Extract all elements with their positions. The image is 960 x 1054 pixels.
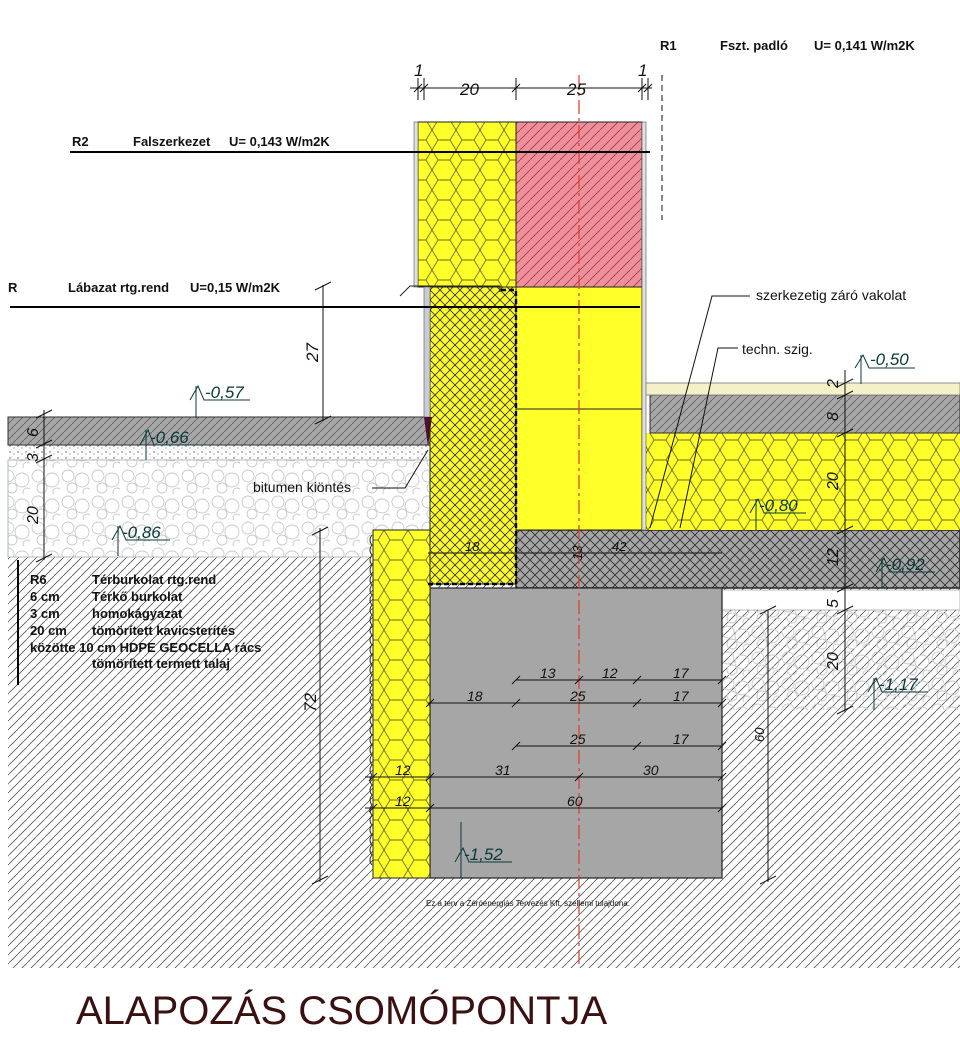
level-152: -1,52 [464,845,503,864]
callout-render: szerkezetig záró vakolat [756,287,907,303]
dim-top-20: 20 [460,80,479,99]
legend-row-5-desc: tömörített termett talaj [92,656,230,671]
level-092: -0,92 [886,555,925,574]
level-050: -0,50 [870,350,909,369]
dim-72: 72 [301,693,320,712]
callout-bitumen: bitumen kiöntés [253,479,352,495]
level-057: -0,57 [205,383,244,402]
level-086: -0,86 [122,523,161,542]
legend-row-3-desc: tömörített kavicsterítés [92,623,236,638]
dim-f25b: 25 [570,731,586,747]
legend-row-2-desc: homokágyazat [92,606,183,621]
level-117: -1,17 [879,675,918,694]
dim-60-vertical: 60 [752,727,767,742]
dim-8: 8 [825,412,842,421]
legend-row-2-thk: 3 cm [30,606,60,621]
drawing-title: ALAPOZÁS CSOMÓPONTJA [76,989,608,1033]
dim-f31: 31 [495,762,511,778]
dim-20-right: 20 [825,472,842,490]
dim-top-1a: 1 [414,61,424,80]
dim-f60: 60 [567,793,583,809]
dim-f12: 12 [602,665,618,681]
dim-top-1b: 1 [638,61,648,80]
r-name: Lábazat rtg.rend [68,280,170,295]
dim-27: 27 [303,343,322,362]
callout-insulation: techn. szig. [742,341,813,357]
dim-f13: 13 [540,665,556,681]
r2-code: R2 [72,134,89,149]
dim-2: 2 [825,379,842,388]
legend-name: Térburkolat rtg.rend [92,572,217,587]
dim-top-25: 25 [567,80,586,99]
sand-bed-left [8,445,430,460]
floor-finish [642,383,960,395]
dim-slab-42: 42 [612,539,627,554]
r1-value: U= 0,141 W/m2K [814,38,915,53]
r2-name: Falszerkezet [133,134,211,149]
dim-f17a: 17 [673,665,689,681]
legend-row-1-desc: Térkő burkolat [92,589,183,604]
dim-3: 3 [25,453,42,462]
render-strip-right [642,122,646,530]
r-code: R [8,280,18,295]
dim-20-right-2: 20 [825,652,842,670]
legend-code: R6 [30,572,47,587]
legend-row-1-thk: 6 cm [30,589,60,604]
dim-12-right: 12 [825,548,842,566]
level-066: -0,66 [150,428,189,447]
legend-row-3-thk: 20 cm [30,623,67,638]
r1-name: Fszt. padló [720,38,788,53]
gravel-fill-left [8,460,430,557]
dim-20-left: 20 [25,506,42,524]
copyright-note: Ez a terv a Zéróenergiás Tervezés Kft. szellemi tulajdona. [426,899,630,908]
dim-5: 5 [825,599,842,608]
r-value: U=0,15 W/m2K [190,280,280,295]
dim-slab-13: 13 [570,545,585,560]
dim-f18: 18 [467,688,483,704]
dim-f30: 30 [643,762,659,778]
r2-value: U= 0,143 W/m2K [229,134,330,149]
render-strip-left [414,122,418,287]
r1-code: R1 [660,38,677,53]
dim-f25a: 25 [570,688,586,704]
dim-6: 6 [25,428,42,437]
dim-f17c: 17 [673,731,689,747]
dim-f12-left: 12 [395,762,411,778]
dim-f17b: 17 [673,688,689,704]
dim-f12-left-2: 12 [395,793,411,809]
dim-slab-18: 18 [465,539,480,554]
legend-row-4-thk: közötte 10 cm HDPE GEOCELLA rács [30,640,262,655]
level-080: -0,80 [759,496,798,515]
